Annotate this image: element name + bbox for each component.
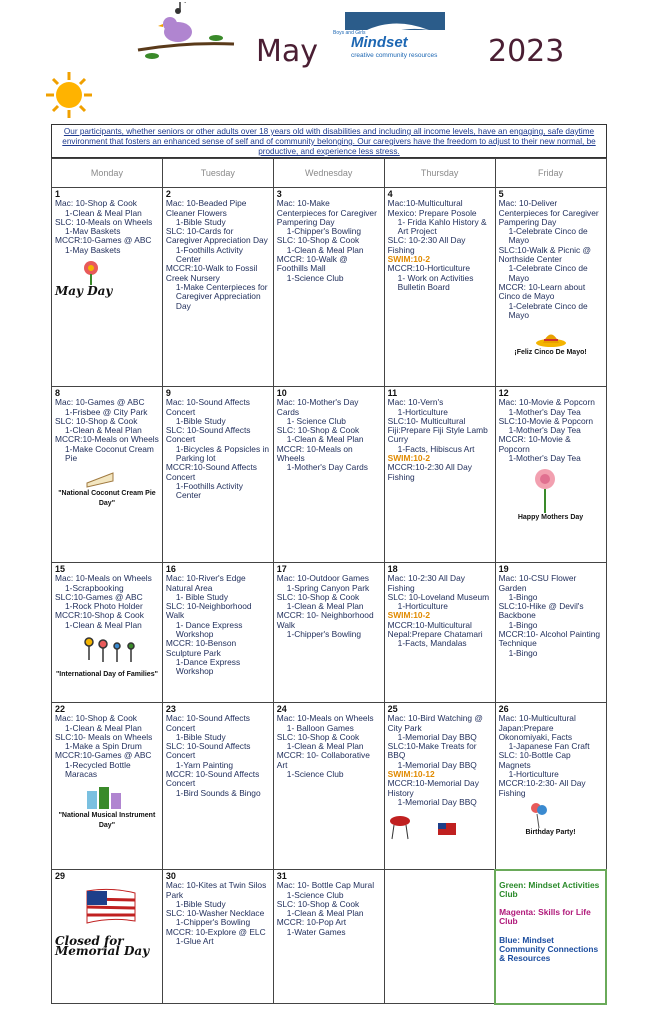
- activity-entry: 1-Facts, Mandalas: [397, 638, 467, 649]
- balloons-icon: [529, 800, 549, 828]
- activity-entry: MCCR:10-Shop & Cook: [55, 610, 144, 621]
- activity-entry: Mac: 10-Mother's Day Cards: [276, 397, 359, 417]
- day-cell: [495, 188, 606, 387]
- sun-icon: [44, 70, 94, 120]
- activity-entry: SLC:10-Games @ ABC: [55, 591, 143, 602]
- activity-entry: 1-Bird Sounds & Bingo: [175, 787, 261, 798]
- day-cell: [384, 563, 495, 703]
- activity-entry: MCCR: 10- Neighborhood Walk: [276, 610, 374, 630]
- day-number: 3: [276, 189, 282, 199]
- activity-entry: SLC: 10-Shop & Cook: [276, 235, 360, 246]
- activity-entry: 1-Bingo: [508, 619, 538, 630]
- activity-entry: MCCR: 10-Pop Art: [276, 917, 347, 928]
- activity-entry: 1-Bingo: [508, 647, 538, 658]
- activity-entry: SLC: 10-Shop & Cook: [55, 415, 138, 426]
- activity-entry: SLC: 10-Sound Affects Concert: [165, 425, 251, 445]
- day-number: 25: [387, 704, 398, 714]
- day-number: 8: [55, 388, 61, 398]
- calendar-body: [52, 188, 607, 1004]
- activity-entry: 1-Bicycles & Popsicles in Parking lot: [175, 443, 269, 464]
- day-number: 19: [498, 564, 509, 574]
- day-number: 15: [55, 564, 66, 574]
- activity-entry: SLC: 10-Sound Affects Concert: [165, 741, 251, 761]
- activity-entry: MCCR:10-Sound Affects Concert: [165, 462, 257, 482]
- day-cell: [495, 563, 606, 703]
- swim-entry: SWIM:10-2: [387, 254, 431, 265]
- activity-entry: Mac: 10-Deliver Centerpieces for Caregiver Pampering Day: [498, 198, 599, 227]
- mindset-logo: [333, 10, 448, 62]
- activity-entry: SLC:10-Movie & Popcorn: [498, 415, 594, 426]
- activity-entry: 1-Bible Study: [175, 731, 226, 742]
- day-number: 30: [165, 871, 176, 881]
- legend-item: Green: Mindset Activities Club: [499, 879, 600, 899]
- day-number: 5: [498, 189, 504, 199]
- activity-entry: 1-Clean & Meal Plan: [286, 741, 364, 752]
- activity-entry: Mac: 10-River's Edge Natural Area: [165, 573, 246, 593]
- activity-entry: MCCR:10-Games @ ABC: [55, 750, 152, 761]
- activity-entry: SLC:10-Hike @ Devil's Backbone: [498, 601, 584, 621]
- day-number: 22: [55, 704, 66, 714]
- activity-entry: MCCR: 10-Benson Sculpture Park: [165, 638, 237, 658]
- activity-entry: 1-Bible Study: [175, 898, 226, 909]
- activity-entry: Mac: 10-Kites at Twin Silos Park: [165, 880, 267, 900]
- activity-entry: Mac: 10-Sound Affects Concert: [165, 713, 250, 733]
- activity-entry: MCCR:10-Memorial Day History: [387, 778, 479, 798]
- activity-entry: 1-Clean & Meal Plan: [65, 722, 142, 733]
- day-number: 31: [276, 871, 287, 881]
- activity-entry: 1-Facts, Hibiscus Art: [397, 443, 475, 454]
- activity-entry: MCCR: 10-Meals on Wheels: [276, 443, 353, 464]
- activity-entry: SLC: 10-Loveland Museum: [387, 591, 490, 602]
- activity-entry: 1-Horticulture: [397, 406, 448, 417]
- activity-entry: Mac: 10-Beaded Pipe Cleaner Flowers: [165, 198, 247, 218]
- calendar-header: [0, 0, 653, 125]
- american-flag-icon: [83, 887, 139, 933]
- day-highlight: Closed for Memorial Day: [55, 934, 150, 958]
- day-cell: [162, 387, 273, 563]
- activity-entry: 1-Clean & Meal Plan: [65, 207, 142, 218]
- day-note: Happy Mothers Day: [517, 514, 584, 522]
- weekday-header: Wednesday: [273, 159, 384, 188]
- year-title: 2023: [488, 34, 565, 69]
- month-title: May: [256, 34, 319, 69]
- day-number: 26: [498, 704, 509, 714]
- intro-statement: Our participants, whether seniors or other adults over 18 years old with disabilities and including all income levels, have an engaging, safe daytime environment that fosters an enhanced sense of self and of community belonging. Our caregivers have the freedom to adjust to their new normal, be productive, and experience less stress.: [51, 124, 607, 158]
- logo-tagline: creative community resources: [351, 52, 438, 59]
- activity-entry: MCCR: 10-Explore @ ELC: [165, 926, 266, 937]
- activity-entry: 1-Clean & Meal Plan: [286, 244, 364, 255]
- day-cell: [273, 703, 384, 870]
- activity-entry: SLC: 10-Neighborhood Walk: [165, 601, 252, 621]
- day-number: 11: [387, 388, 398, 398]
- day-number: 10: [276, 388, 287, 398]
- activity-entry: 1- Work on Activities Bulletin Board: [397, 272, 474, 292]
- activity-entry: SLC: 10-2:30 All Day Fishing: [387, 235, 466, 255]
- legend-item: Magenta: Skills for Life Club: [499, 907, 591, 927]
- day-number: 4: [387, 189, 393, 199]
- activity-entry: Mac: 10- Bottle Cap Mural: [276, 880, 375, 891]
- activity-entry: SLC: 10-Cards for Caregiver Appreciation Day: [165, 226, 268, 246]
- activity-entry: 1-Recycled Bottle Maracas: [65, 759, 131, 780]
- activity-entry: 1-Japanese Fan Craft: [508, 741, 590, 752]
- activity-entry: Mac: 10-Meals on Wheels: [276, 713, 374, 724]
- day-note: "National Musical Instrument Day": [58, 812, 156, 829]
- activity-entry: 1- Balloon Games: [286, 722, 354, 733]
- day-highlight: May Day: [55, 284, 113, 299]
- activity-entry: Mac: 10-Movie & Popcorn: [498, 397, 595, 408]
- calendar-grid: [51, 158, 607, 1005]
- day-cell: [162, 563, 273, 703]
- rose-icon: [531, 467, 559, 513]
- week-row: [52, 703, 607, 870]
- activity-entry: MCCR:10-Meals on Wheels: [55, 434, 159, 445]
- activity-entry: MCCR:10- Alcohol Painting Technique: [498, 629, 601, 649]
- activity-entry: Mac: 10-Vern's: [387, 397, 444, 408]
- day-cell: [52, 387, 163, 563]
- day-number: 9: [165, 388, 171, 398]
- activity-entry: 1-Memorial Day BBQ: [397, 731, 477, 742]
- activity-entry: 1-Dance Express Workshop: [175, 656, 241, 677]
- activity-entry: 1- Bible Study: [175, 591, 229, 602]
- activity-entry: 1-Mother's Day Tea: [508, 406, 581, 417]
- activity-entry: 1-Clean & Meal Plan: [286, 908, 364, 919]
- activity-entry: 1- Frida Kahlo History & Art Project: [397, 216, 487, 237]
- activity-entry: SLC:10- Multicultural Fiji:Prepare Fiji Style Lamb Curry: [387, 415, 488, 445]
- activity-entry: SLC: 10-Shop & Cook: [276, 591, 360, 602]
- weekday-header: Monday: [52, 159, 163, 188]
- activity-entry: MCCR: 10-Learn about Cinco de Mayo: [498, 281, 586, 302]
- day-number: 17: [276, 564, 287, 574]
- activity-entry: 1-Glue Art: [175, 936, 214, 947]
- activity-entry: Mac: 10-Games @ ABC: [55, 397, 145, 408]
- bird-on-branch-icon: [134, 2, 238, 64]
- day-cell: [273, 188, 384, 387]
- activity-entry: 1-Celebrate Cinco de Mayo: [508, 263, 588, 283]
- activity-entry: SLC:10-Walk & Picnic @ Northside Center: [498, 244, 591, 265]
- activity-entry: 1-Chipper's Bowling: [286, 629, 361, 640]
- day-cell: [52, 563, 163, 703]
- day-cell: [162, 188, 273, 387]
- grill-and-flag-icon: [388, 811, 468, 841]
- activity-entry: Mac: 10-Shop & Cook: [55, 198, 137, 209]
- activity-entry: 1-Rock Photo Holder: [65, 601, 143, 612]
- activity-entry: 1-Make Centerpieces for Caregiver Appreciation Day: [175, 281, 268, 311]
- activity-entry: SLC: 10-Washer Necklace: [165, 908, 265, 919]
- week-row: [52, 387, 607, 563]
- activity-entry: Mac: 10-Outdoor Games: [276, 573, 369, 584]
- activity-entry: 1-Celebrate Cinco de Mayo: [508, 300, 588, 320]
- family-icon: [81, 634, 141, 670]
- activity-entry: SLC:10-Make Treats for BBQ: [387, 741, 477, 761]
- logo-prefix: Boys and Girls: [333, 30, 366, 36]
- activity-entry: Mac: 10-Shop & Cook: [55, 713, 137, 724]
- day-number: 16: [165, 564, 176, 574]
- activity-entry: MCCR: 10-Walk @ Foothills Mall: [276, 254, 348, 274]
- activity-entry: 1-Make Coconut Cream Pie: [65, 443, 154, 464]
- day-note: "International Day of Families": [55, 671, 158, 679]
- swim-entry: SWIM:10-2: [387, 453, 431, 464]
- activity-entry: 1-Mother's Day Cards: [286, 462, 368, 473]
- flower-icon: [81, 259, 101, 285]
- activity-entry: 1-Water Games: [286, 926, 346, 937]
- activity-entry: 1-May Baskets: [65, 244, 121, 255]
- activity-entry: 1-Clean & Meal Plan: [65, 619, 142, 630]
- activity-entry: 1-Science Club: [286, 272, 344, 283]
- weekday-header: Tuesday: [162, 159, 273, 188]
- activity-entry: SLC:10- Meals on Wheels: [55, 731, 153, 742]
- day-cell: [52, 870, 163, 1004]
- activity-entry: SLC: 10-Shop & Cook: [276, 731, 360, 742]
- weekday-header-row: [52, 159, 607, 188]
- pie-icon: [85, 467, 115, 489]
- day-cell: [495, 703, 606, 870]
- activity-entry: Mac: 10-Meals on Wheels: [55, 573, 152, 584]
- activity-entry: 1-Science Club: [286, 769, 344, 780]
- day-note: Birthday Party!: [525, 828, 576, 836]
- activity-entry: Mac: 10-Sound Affects Concert: [165, 397, 250, 417]
- week-row: [52, 188, 607, 387]
- day-cell: [273, 870, 384, 1004]
- day-cell: [162, 703, 273, 870]
- activity-entry: 1-Chipper's Bowling: [175, 917, 251, 928]
- activity-entry: 1-Mother's Day Tea: [508, 453, 581, 464]
- day-note: ¡Feliz Cinco De Mayo!: [514, 349, 587, 357]
- day-cell: [273, 387, 384, 563]
- activity-entry: MCCR: 10- Collaborative Art: [276, 750, 370, 770]
- day-note: "National Coconut Cream Pie Day": [58, 490, 156, 507]
- activity-entry: SLC: 10-Shop & Cook: [276, 898, 360, 909]
- activity-entry: 1-Memorial Day BBQ: [397, 759, 477, 770]
- activity-entry: SLC: 10-Bottle Cap Magnets: [498, 750, 571, 770]
- activity-entry: 1-Frisbee @ City Park: [65, 406, 148, 417]
- day-number: 1: [55, 189, 61, 199]
- activity-entry: Mac: 10-Bird Watching @ City Park: [387, 713, 483, 733]
- day-number: 29: [55, 871, 66, 881]
- activity-entry: 1-Horticulture: [508, 769, 559, 780]
- day-cell: [495, 387, 606, 563]
- logo-name: Mindset: [351, 34, 408, 51]
- day-number: 24: [276, 704, 287, 714]
- activity-entry: 1-Scrapbooking: [65, 582, 124, 593]
- activity-entry: SLC: 10-Shop & Cook: [276, 425, 360, 436]
- activity-entry: 1-Foothills Activity Center: [175, 244, 243, 265]
- activity-entry: 1-Science Club: [286, 889, 344, 900]
- activity-entry: Mac:10-Multicultural Mexico: Prepare Posole: [387, 198, 477, 218]
- activity-entry: Mac: 10-2:30 All Day Fishing: [387, 573, 465, 593]
- activity-entry: 1-Foothills Activity Center: [175, 480, 243, 501]
- day-cell: [273, 563, 384, 703]
- day-cell: [384, 387, 495, 563]
- activity-entry: 1- Science Club: [286, 415, 346, 426]
- activity-entry: 1-Bible Study: [175, 216, 226, 227]
- day-cell: [52, 703, 163, 870]
- activity-entry: 1-Horticulture: [397, 601, 448, 612]
- activity-entry: MCCR:10-2:30- All Day Fishing: [498, 778, 586, 798]
- activity-entry: 1-Chipper's Bowling: [286, 226, 361, 237]
- activity-entry: MCCR:10-Multicultural Nepal:Prepare Chatamari: [387, 619, 483, 640]
- day-cell: [384, 703, 495, 870]
- activity-entry: 1-Bingo: [508, 591, 538, 602]
- activity-entry: MCCR:10-Horticulture: [387, 263, 471, 274]
- day-cell: [52, 188, 163, 387]
- activity-entry: 1-Celebrate Cinco de Mayo: [508, 226, 588, 246]
- activity-entry: MCCR: 10-Movie & Popcorn: [498, 434, 571, 454]
- day-number: 2: [165, 189, 171, 199]
- activity-entry: 1- Dance Express Workshop: [175, 619, 243, 640]
- instruments-icon: [85, 783, 125, 811]
- sombrero-icon: [535, 326, 567, 348]
- activity-entry: MCCR: 10-Sound Affects Concert: [165, 769, 260, 789]
- legend-item: Blue: Mindset Community Connections & Resources: [499, 934, 599, 964]
- weekday-header: Thursday: [384, 159, 495, 188]
- weekday-header: Friday: [495, 159, 606, 188]
- swim-entry: SWIM:10-12: [387, 769, 435, 780]
- swim-entry: SWIM:10-2: [387, 610, 431, 621]
- day-number: 12: [498, 388, 509, 398]
- activity-entry: MCCR:10-2:30 All Day Fishing: [387, 462, 472, 482]
- activity-entry: 1-Mav Baskets: [65, 226, 121, 237]
- day-number: 23: [165, 704, 176, 714]
- activity-entry: 1-Clean & Meal Plan: [286, 601, 364, 612]
- activity-entry: SLC: 10-Meals on Wheels: [55, 216, 153, 227]
- day-number: 18: [387, 564, 398, 574]
- day-cell: [384, 870, 495, 1004]
- activity-entry: Mac: 10-CSU Flower Garden: [498, 573, 577, 593]
- activity-entry: 1-Mother's Day Tea: [508, 425, 581, 436]
- activity-entry: 1-Clean & Meal Plan: [286, 434, 364, 445]
- activity-entry: Mac: 10-Make Centerpieces for Caregiver Pampering Day: [276, 198, 377, 227]
- activity-entry: 1-Memorial Day BBQ: [397, 796, 477, 807]
- activity-entry: MCCR:10-Walk to Fossil Creek Nursery: [165, 263, 258, 283]
- day-cell: [384, 188, 495, 387]
- day-cell: [162, 870, 273, 1004]
- activity-entry: 1-Bible Study: [175, 415, 226, 426]
- activity-entry: 1-Clean & Meal Plan: [65, 425, 142, 436]
- activity-entry: 1-Spring Canyon Park: [286, 582, 370, 593]
- activity-entry: Mac: 10-Multicultural Japan:Prepare Okonomiyaki, Facts: [498, 713, 576, 742]
- color-legend: [495, 870, 606, 1004]
- week-row: [52, 870, 607, 1004]
- activity-entry: MCCR:10-Games @ ABC: [55, 235, 152, 246]
- activity-entry: 1-Yarn Painting: [175, 759, 233, 770]
- activity-entry: 1-Make a Spin Drum: [65, 741, 142, 752]
- week-row: [52, 563, 607, 703]
